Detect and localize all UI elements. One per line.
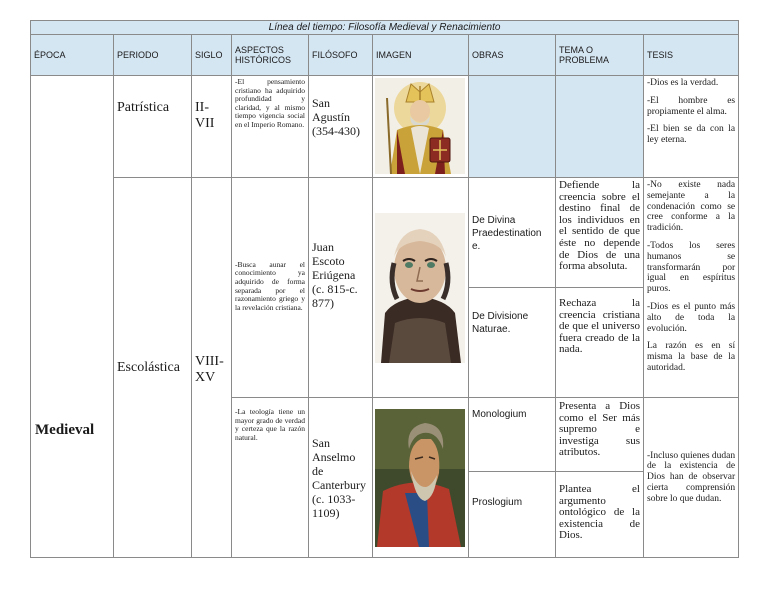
portrait-agustin: [373, 76, 469, 178]
filosofo-agustin: San Agustín (354-430): [309, 76, 373, 178]
obra-anselmo-2: Proslogium: [469, 472, 556, 558]
tesis-anselmo: -Incluso quienes dudan de la existencia de Dios han de observar cierta comprensión sobre lo que dudan.: [644, 398, 739, 558]
tesis-agustin: [644, 76, 739, 178]
filosofo-eriugena: Juan Escoto Eriúgena (c. 815-c. 877): [309, 178, 373, 398]
tesis-eriugena-4: La razón es en sí misma la base de la autoridad.: [647, 341, 736, 373]
siglo-escolastica: VIII-XV: [192, 178, 232, 558]
tesis-eriugena-3: -Dios es el punto más alto de toda la evolución.: [647, 301, 736, 334]
siglo-patristica: II-VII: [192, 76, 232, 178]
header-row: [31, 35, 739, 76]
header-tema: TEMA O PROBLEMA: [556, 35, 644, 76]
agustin-portrait-image: [375, 78, 465, 174]
header-periodo: PERIODO: [114, 35, 192, 76]
filosofo-anselmo: San Anselmo de Canterbury (c. 1033-1109): [309, 398, 373, 558]
tema-eriugena-2: Rechaza la creencia cristiana de que el universo fuera creado de la nada.: [556, 288, 644, 398]
header-tesis: TESIS: [644, 35, 739, 76]
header-epoca: ÉPOCA: [31, 35, 114, 76]
obras-agustin: [469, 76, 556, 178]
row-agustin: [31, 76, 739, 178]
tema-eriugena-1: Defiende la creencia sobre el destino final de los individuos en el sentido de que éste no depende de Dios de una forma absoluta.: [556, 178, 644, 288]
portrait-anselmo: [373, 398, 469, 558]
tema-anselmo-2: Plantea el argumento ontológico de la existencia de Dios.: [556, 472, 644, 558]
header-aspectos: ASPECTOS HISTÓRICOS: [232, 35, 309, 76]
tesis-eriugena-2: -Todos los seres humanos se transformarán por igual en espíritus puros.: [647, 240, 736, 295]
header-obras: OBRAS: [469, 35, 556, 76]
title-row: [31, 21, 739, 35]
header-siglo: SIGLO: [192, 35, 232, 76]
tema-anselmo-1: Presenta a Dios como el Ser más supremo e investiga sus atributos.: [556, 398, 644, 472]
periodo-patristica: Patrística: [114, 76, 192, 178]
tema-agustin: [556, 76, 644, 178]
tesis-agustin-2: -El hombre es propiamente el alma.: [647, 95, 736, 117]
header-imagen: IMAGEN: [373, 35, 469, 76]
anselmo-portrait-image: [375, 409, 465, 547]
obra-eriugena-1: De Divina Praedestination e.: [469, 178, 556, 288]
tesis-agustin-1: -Dios es la verdad.: [647, 78, 719, 88]
header-filosofo: FILÓSOFO: [309, 35, 373, 76]
portrait-eriugena: [373, 178, 469, 398]
tesis-agustin-3: -El bien se da con la ley eterna.: [647, 124, 736, 146]
timeline-table: [30, 20, 739, 558]
tesis-eriugena-1: -No existe nada semejante a la condenación como se cree conforme a la tradición.: [647, 180, 736, 234]
aspectos-patristica: -El pensamiento cristiano ha adquirido profundidad y claridad, y al mismo tiempo vigencia social en el Imperio Romano.: [232, 76, 309, 178]
table-title: Línea del tiempo: Filosofía Medieval y Renacimiento: [31, 21, 739, 35]
tesis-eriugena: [644, 178, 739, 398]
eriugena-portrait-image: [375, 213, 465, 363]
row-eriugena-1: [31, 178, 739, 288]
obra-eriugena-2: De Divisione Naturae.: [469, 288, 556, 398]
obra-anselmo-1: Monologium: [469, 398, 556, 472]
aspectos-escolastica-2: -La teología tiene un mayor grado de verdad y certeza que la razón natural.: [232, 398, 309, 558]
periodo-escolastica: Escolástica: [114, 178, 192, 558]
aspectos-escolastica-1: -Busca aunar el conocimiento ya adquirido de forma separada por el razonamiento griego y la revelación cristiana.: [232, 178, 309, 398]
era-cell: Medieval: [31, 76, 114, 558]
